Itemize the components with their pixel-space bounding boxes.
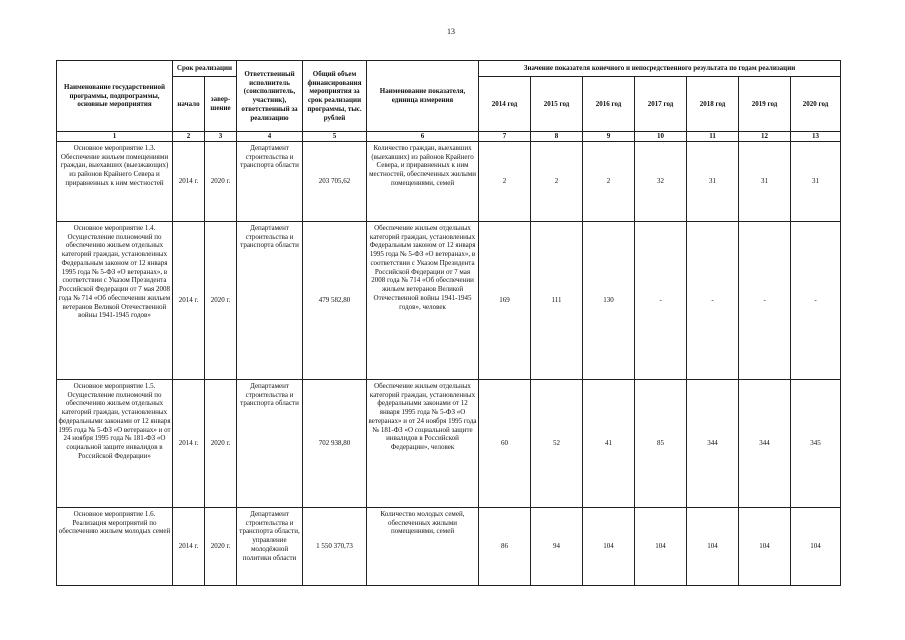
header-indicator: Наименование показателя, единица измерения [367,61,479,132]
header-executor: Ответственный исполнитель (соисполнитель, участник), ответственный за реализацию [237,61,303,132]
row-end: 2020 г. [205,379,237,507]
row-financing: 702 938,80 [303,379,367,507]
header-period: Срок реализации [173,61,237,77]
row-value: 104 [635,507,687,585]
row-financing: 203 705,62 [303,141,367,221]
row-value: 52 [531,379,583,507]
row-value: 31 [791,141,841,221]
row-executor: Департамент строительства и транспорта области [237,379,303,507]
program-table [56,60,841,586]
header-year-2020: 2020 год [791,77,841,132]
row-value: 2 [531,141,583,221]
row-end: 2020 г. [205,221,237,379]
row-program-name: Основное мероприятие 1.5. Осуществление полномочий по обеспечению жильем отдельных категорий граждан, установленных федеральными законами от 12 января 1995 года № 5-ФЗ «О ветеранах» и от 24 ноября 1995 года № 181-ФЗ «О социальной защите инвалидов в Российской Федерации» [57,379,173,507]
row-value: 2 [583,141,635,221]
row-value: 169 [479,221,531,379]
row-value: 130 [583,221,635,379]
column-number: 13 [791,132,841,142]
row-end: 2020 г. [205,507,237,585]
column-number: 1 [57,132,173,142]
column-number: 8 [531,132,583,142]
row-start: 2014 г. [173,379,205,507]
column-numbers-row [57,132,841,142]
column-number: 12 [739,132,791,142]
table-row [57,221,841,379]
header-year-2017: 2017 год [635,77,687,132]
row-program-name: Основное мероприятие 1.4. Осуществление полномочий по обеспечению жильем отдельных категорий граждан, установленных Федеральным законом от 12 января 1995 года № 5-ФЗ «О ветеранах», в соответствии с Указом Президента Российской Федерации от 7 мая 2008 года № 714 «Об обеспечении жильем ветеранов Великой Отечественной войны 1941-1945 годов» [57,221,173,379]
page-number: 13 [447,27,455,36]
row-executor: Департамент строительства и транспорта области [237,141,303,221]
header-year-2019: 2019 год [739,77,791,132]
column-number: 9 [583,132,635,142]
row-value: 60 [479,379,531,507]
row-program-name: Основное мероприятие 1.6. Реализация мероприятий по обеспечению жильем молодых семей [57,507,173,585]
row-value: 41 [583,379,635,507]
header-year-2018: 2018 год [687,77,739,132]
row-financing: 1 550 370,73 [303,507,367,585]
row-indicator: Количество граждан, выехавших (выехавших) из районов Крайнего Севера, и приравненных к ним местностей, обеспеченных жилыми помещениями, семей [367,141,479,221]
row-value: 2 [479,141,531,221]
column-number: 4 [237,132,303,142]
column-number: 11 [687,132,739,142]
row-value: 344 [687,379,739,507]
row-value: 86 [479,507,531,585]
table-row [57,507,841,585]
column-number: 3 [205,132,237,142]
row-value: 32 [635,141,687,221]
row-start: 2014 г. [173,221,205,379]
row-value: - [739,221,791,379]
row-executor: Департамент строительства и транспорта области [237,221,303,379]
row-value: - [635,221,687,379]
column-number: 7 [479,132,531,142]
header-program-name: Наименование государственной программы, подпрограммы, основные мероприятия [57,61,173,132]
table-row [57,379,841,507]
row-end: 2020 г. [205,141,237,221]
row-financing: 479 582,80 [303,221,367,379]
row-value: 94 [531,507,583,585]
header-year-2015: 2015 год [531,77,583,132]
row-indicator: Количество молодых семей, обеспеченных жилыми помещениями, семей [367,507,479,585]
header-year-2016: 2016 год [583,77,635,132]
row-value: 104 [687,507,739,585]
column-number: 6 [367,132,479,142]
row-value: 85 [635,379,687,507]
row-value: 31 [687,141,739,221]
row-value: 104 [791,507,841,585]
table-row [57,141,841,221]
header-end: завер-шение [205,77,237,132]
row-value: 111 [531,221,583,379]
row-value: 104 [583,507,635,585]
row-value: 345 [791,379,841,507]
column-number: 10 [635,132,687,142]
row-value: 31 [739,141,791,221]
row-value: - [687,221,739,379]
row-value: 344 [739,379,791,507]
row-value: - [791,221,841,379]
header-values-group: Значение показателя конечного и непосредственного результата по годам реализации [479,61,841,77]
row-program-name: Основное мероприятие 1.3. Обеспечение жильем помещениями граждан, выехавших (выезжающих) из районов Крайнего Севера и приравненных к ним местностей [57,141,173,221]
row-start: 2014 г. [173,141,205,221]
row-value: 104 [739,507,791,585]
header-start: начало [173,77,205,132]
column-number: 5 [303,132,367,142]
row-start: 2014 г. [173,507,205,585]
row-executor: Департамент строительства и транспорта области, управление молодёжной политики области [237,507,303,585]
header-year-2014: 2014 год [479,77,531,132]
header-financing: Общий объем финансирования мероприятия за срок реализации программы, тыс. рублей [303,61,367,132]
column-number: 2 [173,132,205,142]
row-indicator: Обеспечение жильем отдельных категорий граждан, установленных Федеральным законом от 12 января 1995 года № 5-ФЗ «О ветеранах», в соответствии с Указом Президента Российской Федерации от 7 мая 2008 года № 714 «Об обеспечении жильем ветеранов Великой Отечественной войны 1941-1945 годов», человек [367,221,479,379]
row-indicator: Обеспечение жильем отдельных категорий граждан, установленных федеральными законами от 12 января 1995 года № 5-ФЗ «О ветеранах» и от 24 ноября 1995 года № 181-ФЗ «О социальной защите инвалидов в Российской Федерации», человек [367,379,479,507]
